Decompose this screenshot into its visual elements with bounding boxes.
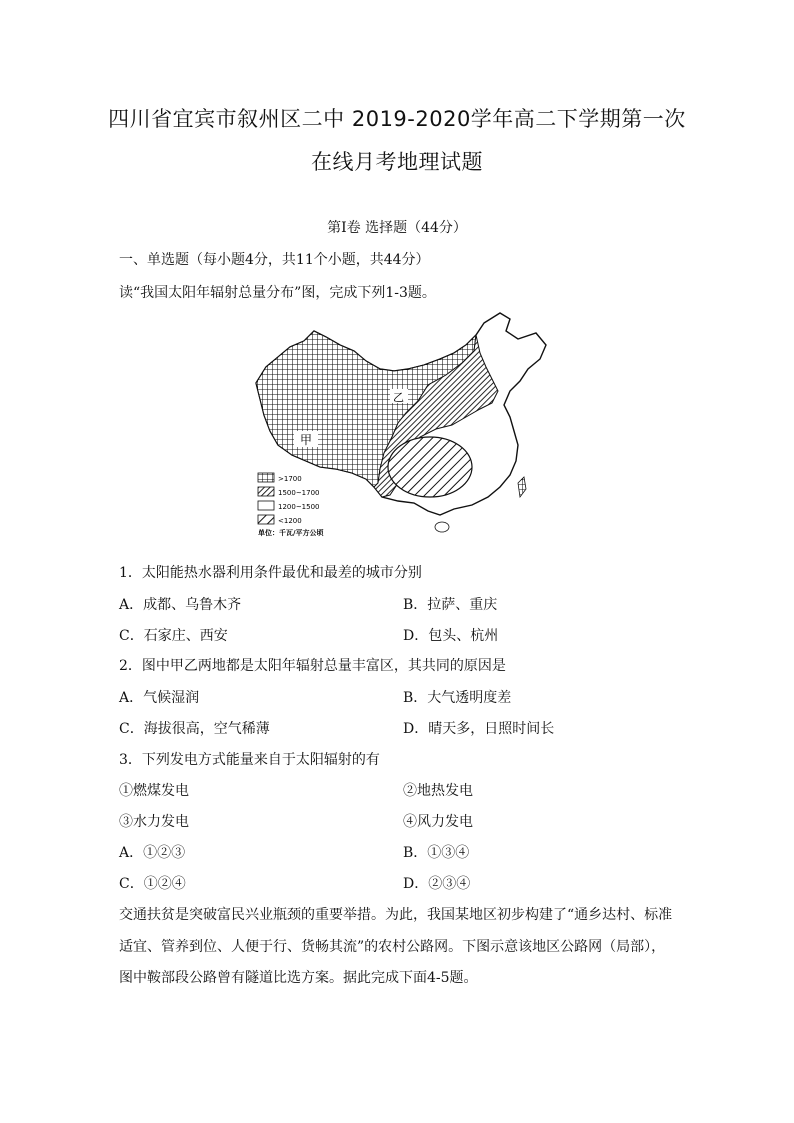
q2-stem: 2．图中甲乙两地都是太阳年辐射总量丰富区，其共同的原因是	[119, 658, 506, 674]
q2-option-c: C．海拔很高，空气稀薄	[119, 721, 270, 737]
part-heading: 一、单选题（每小题4分，共11个小题，共44分）	[119, 252, 430, 268]
q2-option-a: A．气候湿润	[119, 690, 200, 706]
q3-item-2: ②地热发电	[403, 783, 473, 799]
q1-stem: 1．太阳能热水器利用条件最优和最差的城市分别	[119, 565, 422, 581]
legend-label-2: 1500~1700	[278, 489, 320, 497]
q3-option-d: D．②③④	[403, 876, 471, 892]
q3-option-b: B．①③④	[403, 845, 470, 861]
legend-unit: 单位：千瓦/平方公顷	[258, 529, 324, 537]
page-title-line-2: 在线月考地理试题	[311, 150, 483, 174]
q1-option-c: C．石家庄、西安	[119, 628, 228, 644]
legend-label-4: <1200	[278, 517, 302, 525]
region-under-1200	[388, 437, 472, 497]
section-header: 第I卷 选择题（44分）	[327, 220, 467, 236]
q1-option-d: D．包头、杭州	[403, 628, 499, 644]
intro-questions-1-3: 读“我国太阳年辐射总量分布”图，完成下列1-3题。	[119, 285, 436, 301]
taiwan-island	[518, 477, 526, 497]
q3-item-4: ④风力发电	[403, 814, 473, 830]
q3-item-1: ①燃煤发电	[119, 783, 189, 799]
q2-option-b: B．大气透明度差	[403, 690, 512, 706]
passage-line-1: 交通扶贫是突破富民兴业瓶颈的重要举措。为此，我国某地区初步构建了“通乡达村、标准	[119, 907, 673, 923]
legend-label-1: >1700	[278, 475, 302, 483]
q1-option-b: B．拉萨、重庆	[403, 597, 498, 613]
q2-option-d: D．晴天多，日照时间长	[403, 721, 555, 737]
q3-option-c: C．①②④	[119, 876, 186, 892]
q3-item-3: ③水力发电	[119, 814, 189, 830]
map-legend	[258, 473, 324, 537]
page-title-line-1: 四川省宜宾市叙州区二中 2019-2020学年高二下学期第一次	[108, 107, 686, 131]
passage-line-2: 适宜、管养到位、人便于行、货畅其流”的农村公路网。下图示意该地区公路网（局部），	[119, 939, 666, 955]
hainan-island	[435, 522, 449, 532]
q3-option-a: A．①②③	[119, 845, 186, 861]
q1-option-a: A．成都、乌鲁木齐	[119, 597, 242, 613]
solar-radiation-map	[248, 305, 564, 543]
map-label-yi: 乙	[393, 391, 404, 404]
passage-line-3: 图中鞍部段公路曾有隧道比选方案。据此完成下面4-5题。	[119, 970, 478, 986]
map-label-jia: 甲	[300, 433, 313, 447]
legend-label-3: 1200~1500	[278, 503, 320, 511]
q3-stem: 3．下列发电方式能量来自于太阳辐射的有	[119, 752, 380, 768]
